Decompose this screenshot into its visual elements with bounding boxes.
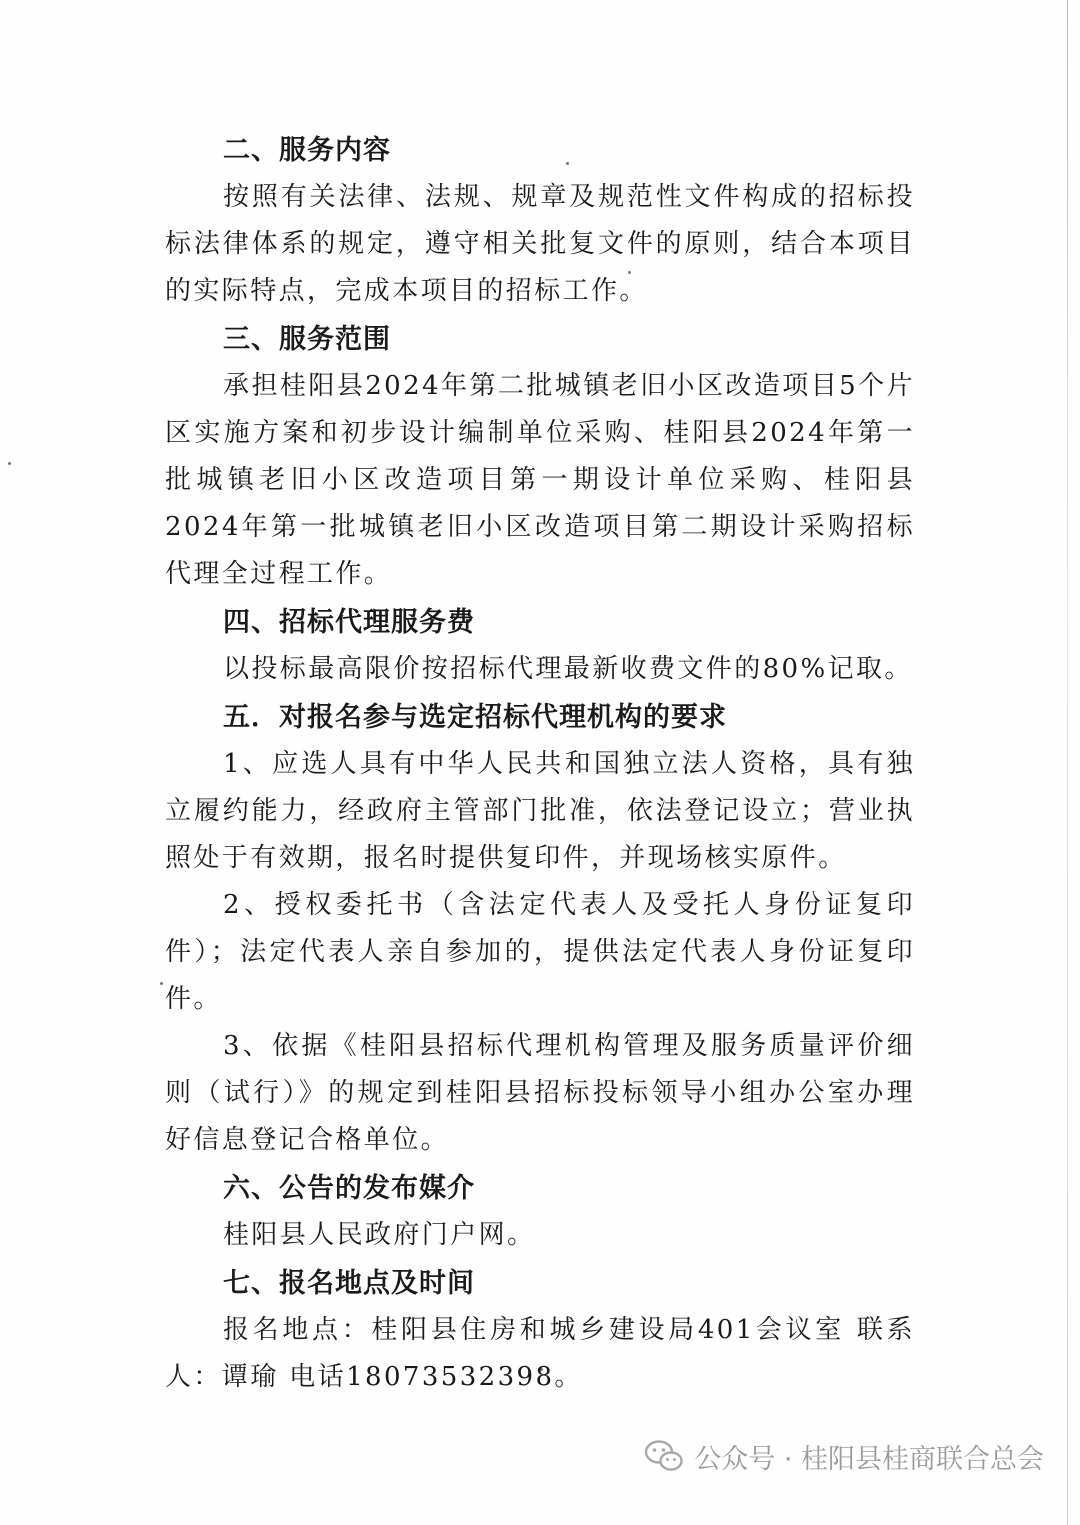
section-heading-service-scope: 三、服务范围 xyxy=(223,324,391,355)
paragraph-registration: 报名地点：桂阳县住房和城乡建设局401会议室 联系人：谭瑜 电话18073532398。 xyxy=(165,1315,915,1392)
scan-edge-line xyxy=(1067,0,1068,1525)
document-body xyxy=(165,128,915,1401)
requirement-item-3: 3、依据《桂阳县招标代理机构管理及服务质量评价细则（试行）》的规定到桂阳县招标投标领导小组办公室办理好信息登记合格单位。 xyxy=(165,1031,915,1155)
section-heading-service-content: 二、服务内容 xyxy=(223,135,391,166)
requirement-item-2: 2、授权委托书（含法定代表人及受托人身份证复印件）；法定代表人亲自参加的，提供法定代表人身份证复印件。 xyxy=(165,890,915,1014)
scan-speck xyxy=(160,982,163,985)
watermark-text: 公众号 · 桂阳县桂商联合总会 xyxy=(694,1443,1044,1475)
paragraph-publication-media: 桂阳县人民政府门户网。 xyxy=(223,1220,536,1250)
paragraph-service-content: 按照有关法律、法规、规章及规范性文件构成的招标投标法律体系的规定，遵守相关批复文件的原则，结合本项目的实际特点，完成本项目的招标工作。 xyxy=(165,182,915,306)
requirement-item-1: 1、应选人具有中华人民共和国独立法人资格，具有独立履约能力，经政府主管部门批准，依法登记设立；营业执照处于有效期，报名时提供复印件，并现场核实原件。 xyxy=(165,749,915,873)
wechat-icon xyxy=(644,1439,684,1473)
paragraph-service-scope: 承担桂阳县2024年第二批城镇老旧小区改造项目5个片区实施方案和初步设计编制单位采购、桂阳县2024年第一批城镇老旧小区改造项目第一期设计单位采购、桂阳县2024年第一批城镇老旧小区改造项目第二期设计采购招标代理全过程工作。 xyxy=(165,371,915,589)
wechat-watermark xyxy=(644,1430,1044,1482)
scan-speck xyxy=(8,462,11,465)
paragraph-agency-fee: 以投标最高限价按招标代理最新收费文件的80%记取。 xyxy=(223,654,913,684)
section-heading-requirements: 五．对报名参与选定招标代理机构的要求 xyxy=(223,702,727,733)
section-heading-publication-media: 六、公告的发布媒介 xyxy=(223,1173,475,1204)
section-heading-registration: 七、报名地点及时间 xyxy=(223,1268,475,1299)
section-heading-agency-fee: 四、招标代理服务费 xyxy=(223,607,475,638)
